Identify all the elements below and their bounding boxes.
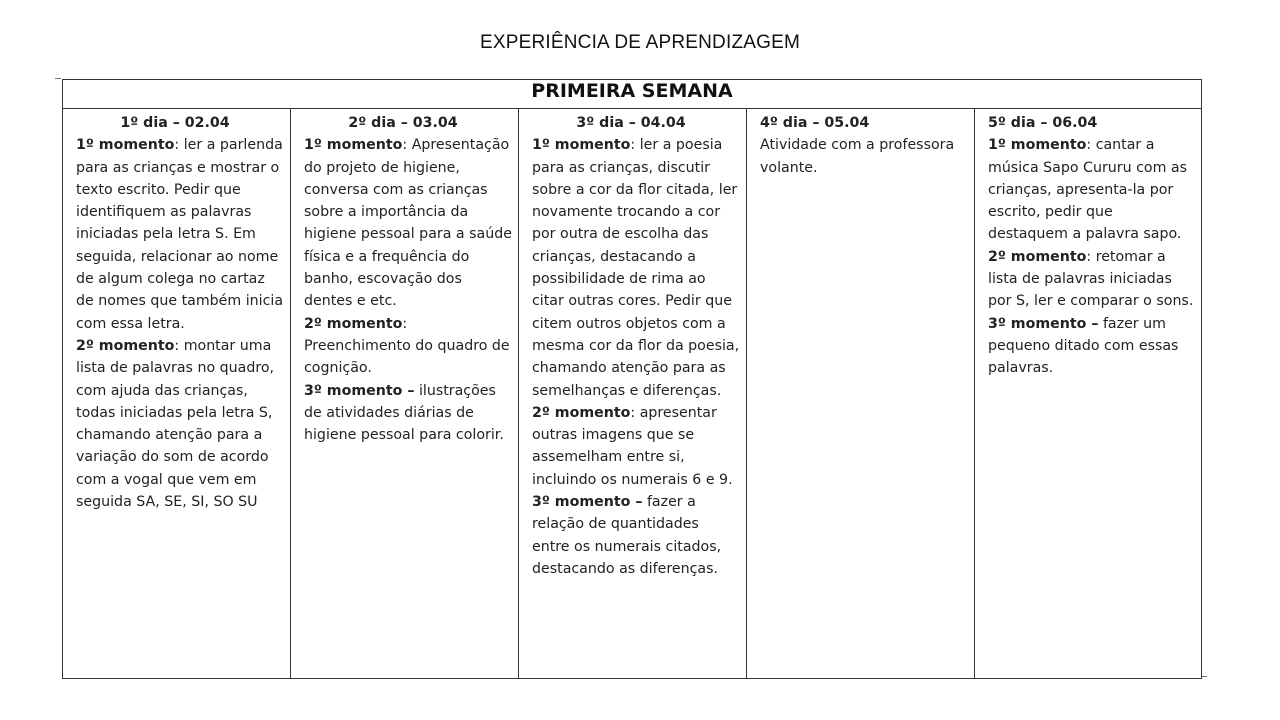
moment-text: ler a poesia para as crianças, discutir sobre a cor da flor citada, ler novamente trocando a cor por outra de escolha das crianças, destacando a possibilidade de rima ao citar outras cores. Pedir que citem outros objetos com a mesma cor da flor da poesia, chamando atenção para as semelhanças e diferenças. bbox=[532, 137, 740, 399]
moment-text: Apresentação do projeto de higiene, conversa com as crianças sobre a importância da higiene pessoal para a saúde física e a frequência do banho, escovação dos dentes e etc. bbox=[304, 137, 512, 310]
moment-separator: : bbox=[174, 137, 184, 154]
moment-entry bbox=[532, 491, 740, 580]
moment-entry bbox=[304, 380, 512, 447]
moment-text: ler a parlenda para as crianças e mostrar o texto escrito. Pedir que identifiquem as palavras iniciadas pela letra S. Em seguida, relacionar ao nome de algum colega no cartaz de nomes que também inicia com essa letra. bbox=[76, 137, 284, 332]
plan-table-container bbox=[62, 79, 1201, 679]
day-title: 2º dia – 03.04 bbox=[348, 115, 458, 131]
moment-entry bbox=[988, 313, 1195, 380]
day-cell bbox=[63, 109, 291, 679]
moment-label: 2º momento bbox=[988, 248, 1087, 265]
moment-label: 3º momento – bbox=[532, 494, 643, 511]
moment-separator: : bbox=[402, 137, 412, 154]
moment-separator: : bbox=[174, 337, 184, 354]
moment-entry bbox=[304, 134, 512, 312]
moment-text: fazer um pequeno ditado com essas palavras. bbox=[988, 315, 1179, 377]
moment-text: fazer a relação de quantidades entre os numerais citados, destacando as diferenças. bbox=[532, 494, 722, 577]
moment-separator: : bbox=[1086, 137, 1096, 154]
moment-text: Atividade com a professora volante. bbox=[760, 137, 955, 176]
moment-label: 1º momento bbox=[76, 137, 175, 154]
moment-separator: : bbox=[1086, 248, 1096, 265]
moment-label: 3º momento – bbox=[988, 315, 1099, 332]
day-title: 1º dia – 02.04 bbox=[120, 115, 230, 131]
moment-entry bbox=[988, 134, 1195, 245]
moment-label: 1º momento bbox=[532, 137, 631, 154]
moment-separator: : bbox=[630, 137, 640, 154]
table-header-row bbox=[63, 80, 1202, 109]
day-cell bbox=[519, 109, 747, 679]
moment-text: Preenchimento do quadro de cognição. bbox=[304, 337, 510, 377]
day-cell bbox=[291, 109, 519, 679]
moment-text: retomar a lista de palavras iniciadas por S, ler e comparar o sons. bbox=[988, 248, 1194, 310]
day-title: 5º dia – 06.04 bbox=[988, 115, 1098, 131]
lesson-plan-table bbox=[62, 79, 1202, 679]
moment-entry bbox=[532, 402, 740, 491]
moment-label: 2º momento bbox=[532, 404, 631, 421]
moment-label: 1º momento bbox=[304, 137, 403, 154]
moment-label: 1º momento bbox=[988, 137, 1087, 154]
moment-text: cantar a música Sapo Cururu com as crianças, apresenta-la por escrito, pedir que destaquem a palavra sapo. bbox=[988, 137, 1187, 243]
moment-text: ilustrações de atividades diárias de higiene pessoal para colorir. bbox=[304, 382, 504, 444]
day-title: 4º dia – 05.04 bbox=[760, 115, 870, 131]
moment-separator: : bbox=[630, 404, 640, 421]
day-cell bbox=[975, 109, 1202, 679]
moment-entry bbox=[76, 335, 284, 513]
moment-label: 3º momento – bbox=[304, 382, 415, 399]
days-row bbox=[63, 109, 1202, 679]
moment-entry bbox=[304, 313, 512, 380]
moment-entry bbox=[532, 134, 740, 402]
moment-text: apresentar outras imagens que se assemelham entre si, incluindo os numerais 6 e 9. bbox=[532, 404, 733, 488]
moment-separator: : bbox=[402, 315, 408, 332]
moment-entry bbox=[988, 246, 1195, 313]
page-corner-mark bbox=[55, 78, 61, 79]
moment-text: montar uma lista de palavras no quadro, com ajuda das crianças, todas iniciadas pela letra S, chamando atenção para a variação do som de acordo com a vogal que vem em seguida SA, SE, SI, SO SU bbox=[76, 337, 275, 511]
moment-label: 2º momento bbox=[304, 315, 403, 332]
moment-label: 2º momento bbox=[76, 337, 175, 354]
week-title: PRIMEIRA SEMANA bbox=[63, 80, 1202, 109]
slide-title: EXPERIÊNCIA DE APRENDIZAGEM bbox=[479, 32, 801, 53]
moment-entry bbox=[760, 134, 968, 179]
day-title: 3º dia – 04.04 bbox=[576, 115, 686, 131]
moment-entry bbox=[76, 134, 284, 335]
day-cell bbox=[747, 109, 975, 679]
